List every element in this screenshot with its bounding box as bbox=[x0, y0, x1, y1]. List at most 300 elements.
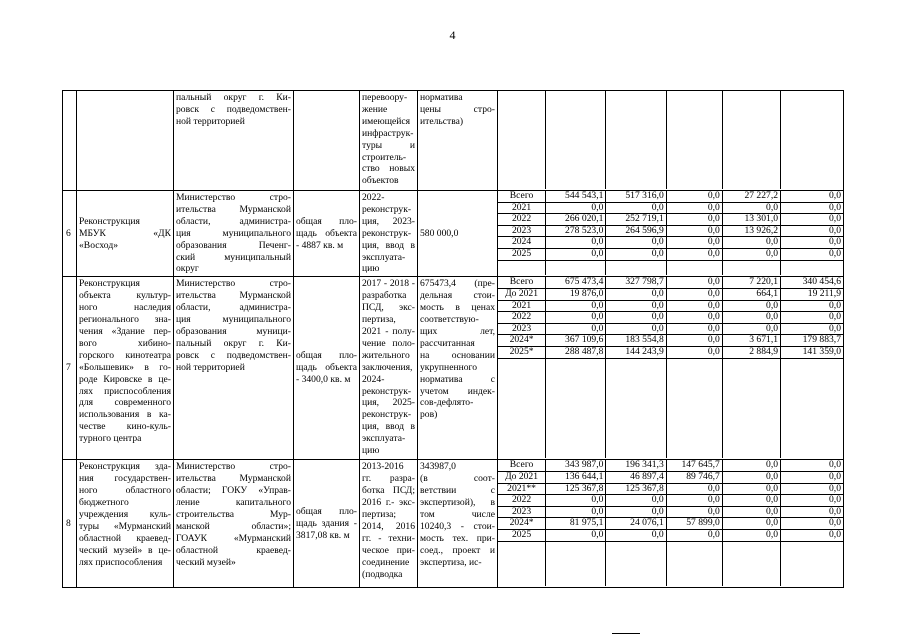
funding-value: 0,0 bbox=[781, 529, 843, 541]
text-line: образования Печенг- bbox=[176, 239, 291, 251]
funding-value: 266 020,1 bbox=[546, 214, 606, 226]
text-line: инфраструк- bbox=[362, 127, 414, 139]
funding-value: 0,0 bbox=[666, 312, 722, 324]
funding-value: 0,0 bbox=[781, 248, 843, 260]
funding-value: 517 316,0 bbox=[606, 191, 666, 202]
funding-row bbox=[498, 483, 843, 495]
text-line: 2016 г.- экс- bbox=[362, 497, 415, 509]
funding-value: 0,0 bbox=[722, 529, 780, 541]
text-line: ство новых bbox=[362, 163, 415, 175]
text-line: «Восход» bbox=[79, 239, 118, 251]
funding-value: 0,0 bbox=[546, 323, 606, 335]
funding-value: 13 926,2 bbox=[722, 225, 780, 237]
funding-cell bbox=[666, 91, 722, 189]
funding-filler bbox=[666, 358, 722, 458]
funding-value: 57 899,0 bbox=[666, 518, 722, 530]
type-cell bbox=[360, 191, 418, 277]
text-line: манской области»; bbox=[176, 520, 291, 532]
funding-year: 2022 bbox=[498, 214, 546, 226]
text-line: объектов bbox=[362, 175, 399, 187]
funding-value: 0,0 bbox=[666, 346, 722, 358]
funding-value: 0,0 bbox=[666, 288, 722, 300]
text-line: на основании bbox=[420, 349, 495, 361]
funding-table bbox=[498, 277, 843, 458]
funding-value: 0,0 bbox=[666, 300, 722, 312]
funding-filler bbox=[722, 260, 780, 275]
text-line: ция, ввод в bbox=[362, 421, 415, 433]
funding-value: 675 473,4 bbox=[546, 277, 606, 288]
text-line: туры «Мурманский bbox=[79, 520, 171, 532]
text-line: ция, 2025- bbox=[362, 397, 415, 409]
text-line: ПСД, экс- bbox=[362, 302, 415, 314]
text-line: (подводка bbox=[362, 568, 403, 580]
row-number: 8 bbox=[63, 460, 77, 588]
funding-value: 0,0 bbox=[722, 495, 780, 507]
cost-cell bbox=[418, 191, 498, 277]
funding-value: 0,0 bbox=[666, 277, 722, 288]
funding-row bbox=[498, 225, 843, 237]
table-row bbox=[63, 91, 844, 191]
text-line: Министерство стро- bbox=[176, 461, 291, 473]
funding-row bbox=[498, 529, 843, 541]
funding-value: 0,0 bbox=[606, 506, 666, 518]
funding-filler bbox=[606, 260, 666, 275]
funding-filler bbox=[498, 260, 546, 275]
funding-year: До 2021 bbox=[498, 288, 546, 300]
funding-value: 0,0 bbox=[546, 202, 606, 214]
funding-value: 0,0 bbox=[781, 237, 843, 249]
funding-value: 144 243,9 bbox=[606, 346, 666, 358]
text-line: пертиза, bbox=[362, 314, 396, 326]
funding-value: 340 454,6 bbox=[781, 277, 843, 288]
text-line: дельная стои- bbox=[420, 290, 495, 302]
text-line: цию bbox=[362, 445, 380, 457]
text-line: эксплуата- bbox=[362, 251, 406, 263]
funding-value: 147 645,7 bbox=[666, 460, 722, 471]
funding-value: 3 671,1 bbox=[722, 335, 780, 347]
funding-row bbox=[498, 471, 843, 483]
funding-value: 0,0 bbox=[666, 237, 722, 249]
text-line: - 4887 кв. м bbox=[296, 239, 344, 251]
text-line: ция муниципального bbox=[176, 227, 291, 239]
text-line: норматива bbox=[420, 92, 463, 103]
text-line: Реконструкция bbox=[79, 278, 140, 290]
funding-filler bbox=[781, 358, 843, 458]
funding-value: 0,0 bbox=[722, 471, 780, 483]
funding-value: 327 798,7 bbox=[606, 277, 666, 288]
funding-value: 141 359,0 bbox=[781, 346, 843, 358]
text-line: гг. - техни- bbox=[362, 532, 415, 544]
years-cell bbox=[498, 460, 844, 588]
text-line: ительства Мурманской bbox=[176, 203, 291, 215]
text-line: горского кинотеатра bbox=[79, 349, 171, 361]
text-line: туры и bbox=[362, 139, 415, 151]
text-line: (в соот- bbox=[420, 473, 495, 485]
num-cell bbox=[63, 91, 77, 191]
funding-row bbox=[498, 214, 843, 226]
funding-filler bbox=[781, 260, 843, 275]
funding-value: 0,0 bbox=[722, 518, 780, 530]
text-line: образования муници- bbox=[176, 325, 291, 337]
funding-value: 183 554,8 bbox=[606, 335, 666, 347]
funding-value: 89 746,7 bbox=[666, 471, 722, 483]
funding-value: 0,0 bbox=[722, 483, 780, 495]
funding-filler bbox=[546, 260, 606, 275]
funding-value: 0,0 bbox=[606, 248, 666, 260]
text-line: 343987,0 bbox=[420, 461, 456, 473]
text-line: строительства Мур- bbox=[176, 508, 291, 520]
text-line: укрупненного bbox=[420, 361, 478, 373]
funding-value: 0,0 bbox=[666, 248, 722, 260]
text-line: чения «Здание пер- bbox=[79, 325, 171, 337]
text-line: роде Кировске в це- bbox=[79, 373, 171, 385]
project-name bbox=[77, 277, 174, 460]
funding-year: 2024* bbox=[498, 518, 546, 530]
funding-value: 0,0 bbox=[781, 483, 843, 495]
text-line: общая пло- bbox=[296, 350, 357, 362]
funding-filler bbox=[498, 541, 546, 586]
funding-year: 2021** bbox=[498, 483, 546, 495]
text-line: 580 000,0 bbox=[420, 227, 459, 239]
funding-value: 0,0 bbox=[781, 460, 843, 471]
text-line: турного центра bbox=[79, 433, 142, 445]
funding-year: 2023 bbox=[498, 323, 546, 335]
text-line: ческий музей» в це- bbox=[79, 544, 171, 556]
funding-row bbox=[498, 300, 843, 312]
text-line: жительного bbox=[362, 349, 410, 361]
funding-value: 0,0 bbox=[722, 237, 780, 249]
funding-value: 0,0 bbox=[606, 202, 666, 214]
funding-value: 0,0 bbox=[666, 225, 722, 237]
funding-value: 0,0 bbox=[666, 483, 722, 495]
table-row bbox=[63, 277, 844, 460]
text-line: Реконструкция зда- bbox=[79, 461, 171, 473]
text-line: ительства) bbox=[420, 115, 464, 127]
text-line: щадь объекта bbox=[296, 227, 357, 239]
text-line: областной краевед- bbox=[79, 532, 171, 544]
funding-value: 13 301,0 bbox=[722, 214, 780, 226]
funding-value: 0,0 bbox=[546, 529, 606, 541]
years-cell bbox=[498, 191, 844, 277]
row-number: 6 bbox=[63, 191, 77, 277]
text-line: ческий музей» bbox=[176, 556, 236, 568]
funding-table bbox=[498, 460, 843, 586]
type-cell bbox=[360, 460, 418, 588]
years-cell bbox=[498, 91, 844, 191]
text-line: щадь объекта bbox=[296, 362, 357, 374]
text-line: соответствую- bbox=[420, 314, 479, 326]
cost-cell bbox=[418, 91, 498, 191]
text-line: имеющейся bbox=[362, 115, 411, 127]
funding-value: 0,0 bbox=[722, 300, 780, 312]
funding-value: 0,0 bbox=[546, 248, 606, 260]
row-number: 7 bbox=[63, 277, 77, 460]
text-line: норматива с bbox=[420, 373, 495, 385]
text-line: лях приспособления bbox=[79, 556, 163, 568]
funding-filler bbox=[546, 358, 606, 458]
funding-year: 2022 bbox=[498, 312, 546, 324]
table-row bbox=[63, 460, 844, 588]
funding-value: 664,1 bbox=[722, 288, 780, 300]
text-line: использования в ка- bbox=[79, 409, 171, 421]
text-line: объекта культур- bbox=[79, 290, 171, 302]
text-line: ский муниципальный bbox=[176, 251, 291, 263]
funding-value: 0,0 bbox=[546, 237, 606, 249]
text-line: ровск с подведомствен- bbox=[176, 103, 291, 115]
customer-cell bbox=[174, 460, 294, 588]
customer-cell bbox=[174, 277, 294, 460]
funding-value: 46 897,4 bbox=[606, 471, 666, 483]
funding-filler bbox=[722, 541, 780, 586]
text-line: цию bbox=[362, 263, 380, 275]
text-line: области; ГОКУ «Управ- bbox=[176, 485, 291, 497]
text-line: 3817,08 кв. м bbox=[296, 529, 350, 541]
funding-value: 0,0 bbox=[781, 300, 843, 312]
funding-value: 0,0 bbox=[666, 323, 722, 335]
text-line: 2017 - 2018 - bbox=[362, 278, 415, 290]
funding-row bbox=[498, 191, 843, 202]
text-line: 2021 - полу- bbox=[362, 325, 415, 337]
text-line: - 3400,0 кв. м bbox=[296, 374, 351, 386]
type-cell bbox=[360, 277, 418, 460]
funding-value: 125 367,8 bbox=[606, 483, 666, 495]
funding-year: 2024* bbox=[498, 335, 546, 347]
funding-value: 343 987,0 bbox=[546, 460, 606, 471]
text-line: пертиза; bbox=[362, 508, 397, 520]
funding-year: 2021 bbox=[498, 300, 546, 312]
area-cell bbox=[294, 191, 360, 277]
funding-row bbox=[498, 237, 843, 249]
funding-cell bbox=[781, 91, 843, 189]
text-line: округ bbox=[176, 263, 199, 275]
text-line: 2014, 2016 bbox=[362, 520, 415, 532]
text-line: строитель- bbox=[362, 151, 407, 163]
text-line: ного наследия bbox=[79, 302, 171, 314]
text-line: для современного bbox=[79, 397, 171, 409]
text-line: ГОАУК «Мурманский bbox=[176, 532, 291, 544]
funding-value: 0,0 bbox=[781, 323, 843, 335]
text-line: ческое при- bbox=[362, 544, 415, 556]
text-line: 2013-2016 bbox=[362, 461, 404, 473]
funding-value: 0,0 bbox=[606, 323, 666, 335]
funding-row bbox=[498, 518, 843, 530]
text-line: соединение bbox=[362, 556, 410, 568]
funding-value: 0,0 bbox=[666, 202, 722, 214]
text-line: перевоору- bbox=[362, 92, 408, 103]
text-line: разработка bbox=[362, 290, 407, 302]
funding-value: 0,0 bbox=[606, 300, 666, 312]
funding-row bbox=[498, 323, 843, 335]
text-line: эксплуата- bbox=[362, 433, 406, 445]
text-line: щадь здания - bbox=[296, 517, 357, 529]
funding-row bbox=[498, 277, 843, 288]
text-line: том числе bbox=[420, 508, 495, 520]
funding-year: 2021 bbox=[498, 202, 546, 214]
text-line: рассчитанная bbox=[420, 337, 475, 349]
funding-value: 2 884,9 bbox=[722, 346, 780, 358]
funding-row bbox=[498, 248, 843, 260]
funding-filler bbox=[606, 541, 666, 586]
funding-value: 0,0 bbox=[606, 495, 666, 507]
funding-value: 0,0 bbox=[606, 312, 666, 324]
text-line: вого хибино- bbox=[79, 337, 171, 349]
funding-cell bbox=[498, 91, 546, 189]
funding-row bbox=[498, 312, 843, 324]
funding-value: 0,0 bbox=[781, 495, 843, 507]
text-line: гг. разра- bbox=[362, 473, 415, 485]
funding-value: 0,0 bbox=[666, 335, 722, 347]
funding-value: 27 227,2 bbox=[722, 191, 780, 202]
text-line: честве кино-куль- bbox=[79, 421, 171, 433]
text-line: ной территорией bbox=[176, 115, 245, 127]
funding-year: 2025 bbox=[498, 248, 546, 260]
funding-year: 2022 bbox=[498, 495, 546, 507]
funding-year: До 2021 bbox=[498, 471, 546, 483]
text-line: общая пло- bbox=[296, 215, 357, 227]
funding-value: 0,0 bbox=[666, 214, 722, 226]
footer-rule bbox=[612, 633, 640, 634]
funding-value: 264 596,9 bbox=[606, 225, 666, 237]
funding-value: 0,0 bbox=[781, 225, 843, 237]
text-line: пальный округ г. Ки- bbox=[176, 92, 291, 103]
text-line: области, администра- bbox=[176, 302, 291, 314]
funding-year: Всего bbox=[498, 191, 546, 202]
text-line: пальный округ г. Ки- bbox=[176, 337, 291, 349]
funding-value: 0,0 bbox=[666, 495, 722, 507]
funding-value: 125 367,8 bbox=[546, 483, 606, 495]
text-line: 675473,4 (пре- bbox=[420, 278, 495, 290]
funding-year: 2025 bbox=[498, 529, 546, 541]
funding-filler bbox=[666, 541, 722, 586]
funding-filler bbox=[781, 541, 843, 586]
area-cell bbox=[294, 91, 360, 191]
text-line: ция, 2023- bbox=[362, 215, 415, 227]
text-line: ния государствен- bbox=[79, 473, 171, 485]
funding-table bbox=[498, 191, 843, 275]
table-row bbox=[63, 191, 844, 277]
funding-row bbox=[498, 346, 843, 358]
text-line: 2022- bbox=[362, 192, 385, 203]
text-line: «Большевик» в го- bbox=[79, 361, 171, 373]
cost-cell bbox=[418, 460, 498, 588]
text-line: ление капитального bbox=[176, 497, 291, 509]
type-cell bbox=[360, 91, 418, 191]
funding-value: 0,0 bbox=[546, 506, 606, 518]
funding-value: 252 719,1 bbox=[606, 214, 666, 226]
funding-value: 0,0 bbox=[781, 471, 843, 483]
projects-table bbox=[62, 90, 844, 588]
funding-value: 19 211,9 bbox=[781, 288, 843, 300]
area-cell bbox=[294, 460, 360, 588]
funding-value: 0,0 bbox=[722, 506, 780, 518]
funding-filler bbox=[666, 260, 722, 275]
funding-filler bbox=[722, 358, 780, 458]
text-line: 2024- bbox=[362, 373, 385, 385]
text-line: Реконструкция bbox=[79, 215, 140, 227]
funding-value: 0,0 bbox=[722, 323, 780, 335]
text-line: ного областного bbox=[79, 485, 171, 497]
text-line: реконструк- bbox=[362, 227, 412, 239]
text-line: мость тех. при- bbox=[420, 532, 495, 544]
text-line: ительства Мурманской bbox=[176, 473, 291, 485]
funding-year: Всего bbox=[498, 460, 546, 471]
name-cell bbox=[77, 91, 174, 191]
text-line: чение поло- bbox=[362, 337, 415, 349]
funding-filler bbox=[546, 541, 606, 586]
funding-value: 0,0 bbox=[781, 506, 843, 518]
text-line: ительства Мурманской bbox=[176, 290, 291, 302]
text-line: экспертизой), в bbox=[420, 497, 495, 509]
funding-value: 367 109,6 bbox=[546, 335, 606, 347]
text-line: ровск с подведомствен- bbox=[176, 349, 291, 361]
funding-value: 0,0 bbox=[781, 312, 843, 324]
years-cell bbox=[498, 277, 844, 460]
funding-filler bbox=[606, 358, 666, 458]
funding-value: 0,0 bbox=[546, 300, 606, 312]
funding-year: 2023 bbox=[498, 225, 546, 237]
funding-value: 0,0 bbox=[666, 529, 722, 541]
funding-row bbox=[498, 202, 843, 214]
area-cell bbox=[294, 277, 360, 460]
funding-value: 0,0 bbox=[781, 191, 843, 202]
funding-value: 179 883,7 bbox=[781, 335, 843, 347]
funding-value: 288 487,8 bbox=[546, 346, 606, 358]
funding-value: 24 076,1 bbox=[606, 518, 666, 530]
funding-value: 0,0 bbox=[606, 288, 666, 300]
text-line: мость в ценах bbox=[420, 302, 495, 314]
cost-cell bbox=[418, 277, 498, 460]
funding-value: 0,0 bbox=[722, 248, 780, 260]
funding-value: 0,0 bbox=[546, 312, 606, 324]
funding-row bbox=[498, 506, 843, 518]
text-line: ция, ввод в bbox=[362, 239, 415, 251]
funding-value: 544 543,1 bbox=[546, 191, 606, 202]
funding-filler bbox=[498, 358, 546, 458]
text-line: МБУК «ДК bbox=[79, 227, 171, 239]
funding-year: 2025* bbox=[498, 346, 546, 358]
funding-year: 2024 bbox=[498, 237, 546, 249]
text-line: сов-дефлято- bbox=[420, 397, 474, 409]
funding-value: 0,0 bbox=[722, 312, 780, 324]
text-line: учетом индек- bbox=[420, 385, 495, 397]
funding-value: 0,0 bbox=[546, 495, 606, 507]
funding-row bbox=[498, 288, 843, 300]
project-name bbox=[77, 460, 174, 588]
funding-row bbox=[498, 460, 843, 471]
funding-cell bbox=[722, 91, 780, 189]
text-line: соед., проект и bbox=[420, 544, 495, 556]
text-line: учреждения куль- bbox=[79, 508, 171, 520]
funding-value: 0,0 bbox=[781, 214, 843, 226]
funding-value: 0,0 bbox=[606, 529, 666, 541]
funding-value: 278 523,0 bbox=[546, 225, 606, 237]
text-line: ция муниципального bbox=[176, 314, 291, 326]
text-line: областной краевед- bbox=[176, 544, 291, 556]
funding-year: Всего bbox=[498, 277, 546, 288]
text-line: цены стро- bbox=[420, 103, 495, 115]
text-line: Министерство стро- bbox=[176, 278, 291, 290]
text-line: ной территорией bbox=[176, 361, 245, 373]
funding-value: 0,0 bbox=[781, 518, 843, 530]
funding-cell bbox=[606, 91, 666, 189]
funding-value: 0,0 bbox=[781, 202, 843, 214]
text-line: ветствии с bbox=[420, 485, 495, 497]
text-line: экспертиза, ис- bbox=[420, 556, 482, 568]
funding-value: 19 876,0 bbox=[546, 288, 606, 300]
text-line: ров) bbox=[420, 409, 438, 421]
funding-value: 81 975,1 bbox=[546, 518, 606, 530]
funding-row bbox=[498, 495, 843, 507]
